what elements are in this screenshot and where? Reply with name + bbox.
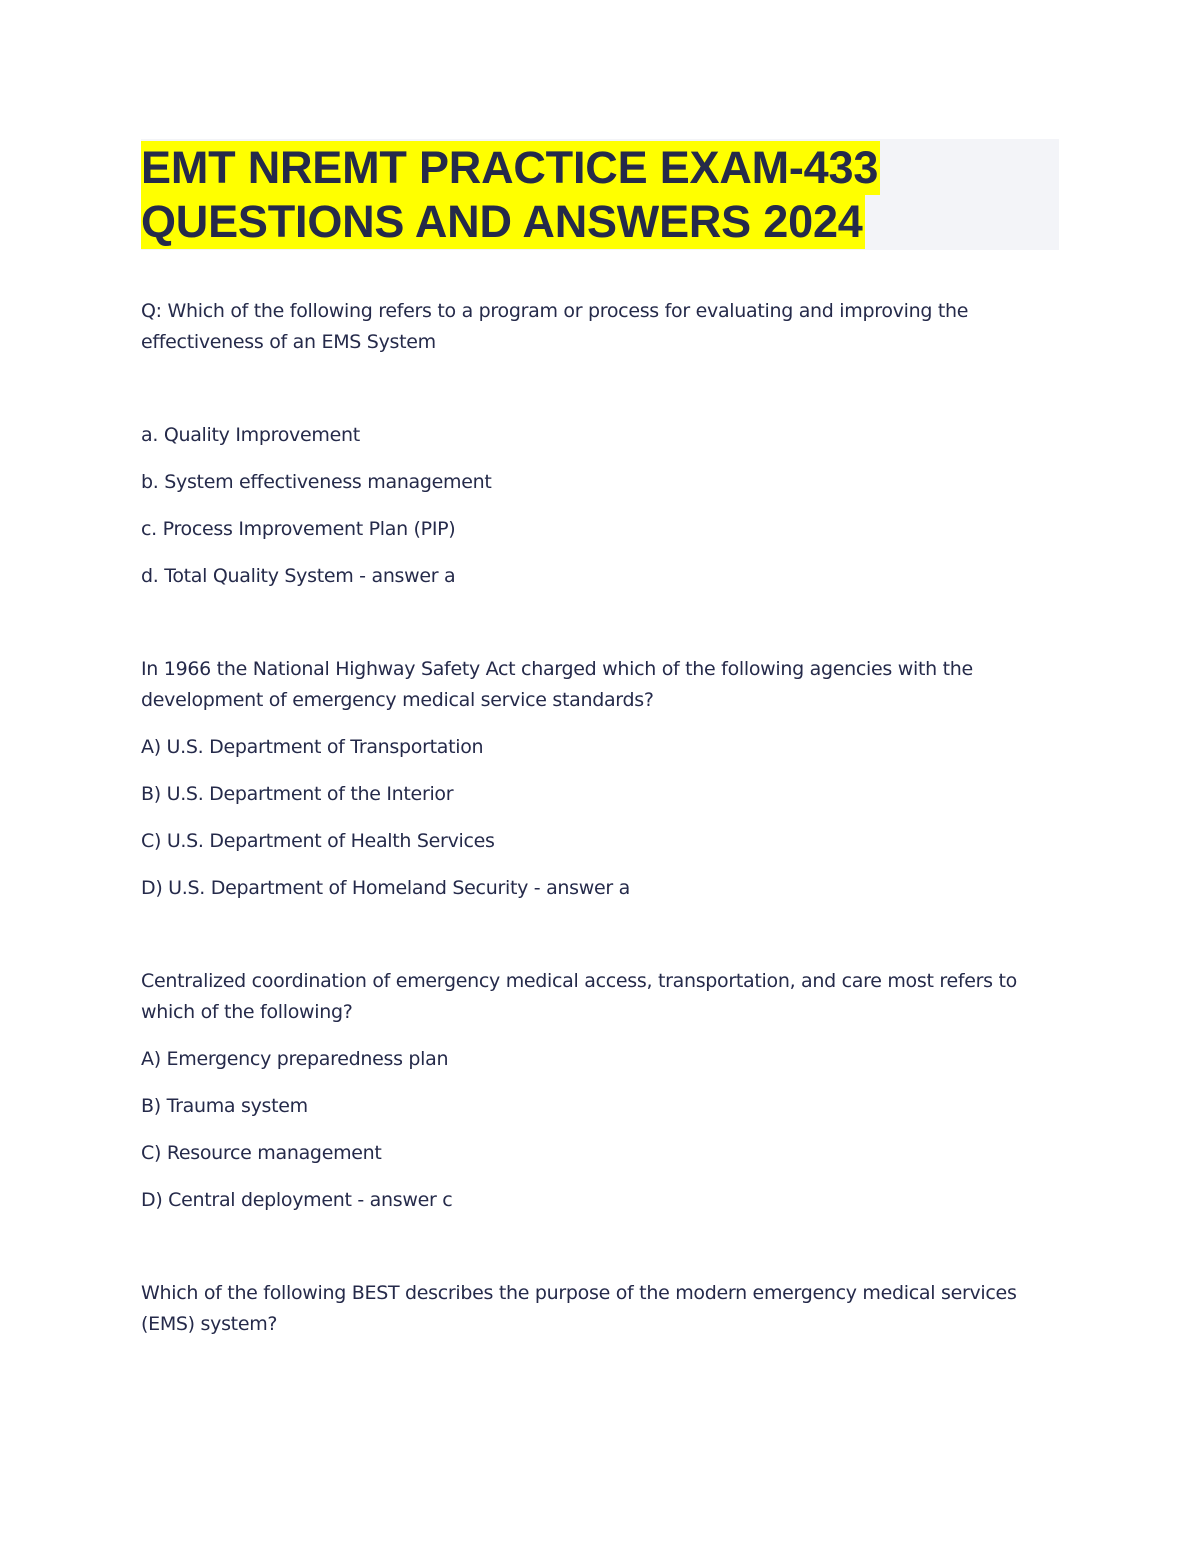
answer-option-with-key: D) U.S. Department of Homeland Security - answer a: [141, 877, 630, 899]
question-list: [141, 296, 1066, 1340]
answer-option: c. Process Improvement Plan (PIP): [141, 518, 456, 540]
question-text: Which of the following BEST describes the purpose of the modern emergency medical services (EMS) system?: [141, 1282, 1017, 1335]
question-text: Q: Which of the following refers to a program or process for evaluating and improving the effectiveness of an EMS System: [141, 300, 969, 353]
title-line-2: QUESTIONS AND ANSWERS 2024: [141, 196, 863, 247]
title-line-1: EMT NREMT PRACTICE EXAM-433: [141, 142, 879, 193]
question-block-2: [141, 654, 1066, 904]
answer-option: a. Quality Improvement: [141, 424, 360, 446]
answer-option-with-key: D) Central deployment - answer c: [141, 1189, 453, 1211]
answer-option: C) Resource management: [141, 1142, 382, 1164]
answer-option: b. System effectiveness management: [141, 471, 492, 493]
answer-option: A) Emergency preparedness plan: [141, 1048, 449, 1070]
answer-option: B) Trauma system: [141, 1095, 308, 1117]
question-block-3: [141, 966, 1066, 1216]
answer-option: B) U.S. Department of the Interior: [141, 783, 454, 805]
question-block-4: [141, 1278, 1066, 1340]
document-title: [141, 141, 880, 249]
question-text: Centralized coordination of emergency medical access, transportation, and care most refers to which of the following?: [141, 970, 1017, 1023]
question-text: In 1966 the National Highway Safety Act charged which of the following agencies with the development of emergency medical service standards?: [141, 658, 973, 711]
answer-option: C) U.S. Department of Health Services: [141, 830, 495, 852]
answer-option: A) U.S. Department of Transportation: [141, 736, 484, 758]
answer-option-with-key: d. Total Quality System - answer a: [141, 565, 456, 587]
question-block-1: [141, 296, 1066, 592]
